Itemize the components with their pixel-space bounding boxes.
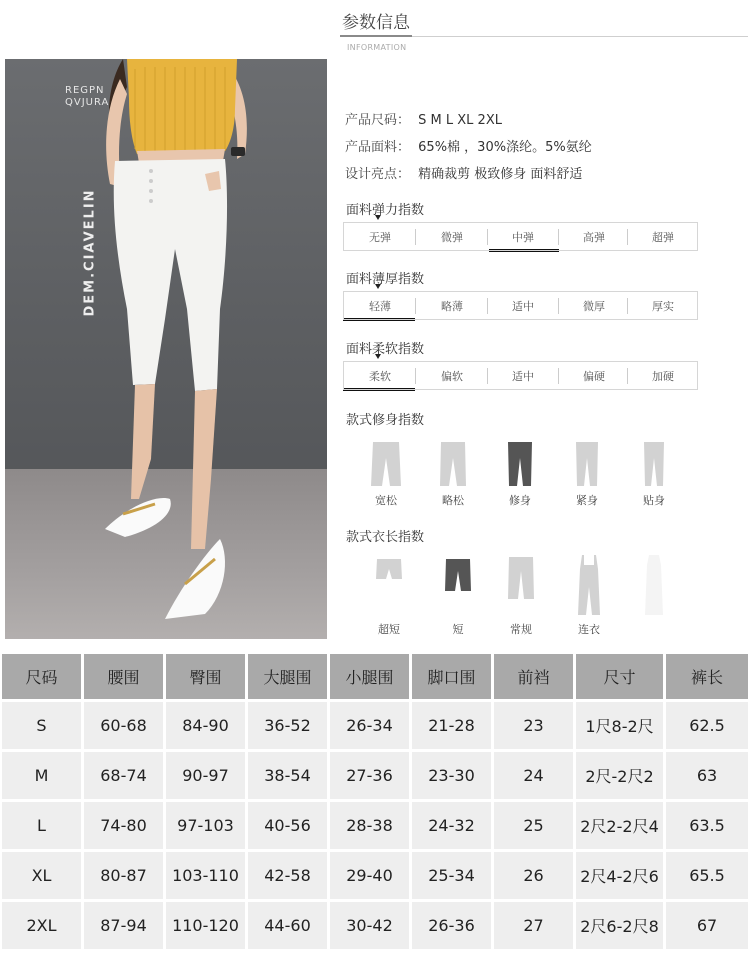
length-label: 常规 — [510, 623, 532, 636]
table-cell: 21-28 — [412, 702, 491, 749]
indicator-arrow — [375, 354, 381, 359]
brand-text-line1: REGPN — [65, 85, 105, 96]
table-cell: 84-90 — [166, 702, 245, 749]
table-cell: 2尺-2尺2 — [576, 752, 663, 799]
table-cell: 23-30 — [412, 752, 491, 799]
table-cell: 44-60 — [248, 902, 327, 949]
spec-design — [345, 163, 582, 182]
fit-options — [356, 440, 716, 515]
length-label: 短 — [452, 623, 464, 636]
column-header: 脚口围 — [412, 654, 491, 699]
scale-option: 厚实 — [652, 300, 674, 313]
table-cell: 36-52 — [248, 702, 327, 749]
length-title: 款式衣长指数 — [346, 530, 425, 545]
table-cell: 28-38 — [330, 802, 409, 849]
table-cell: 63.5 — [666, 802, 748, 849]
fit-option-skin-tight — [624, 440, 684, 508]
pants-tight-icon — [570, 440, 604, 488]
model-illustration — [5, 59, 327, 639]
column-header: 腰围 — [84, 654, 163, 699]
thickness-scale — [343, 291, 699, 321]
spec-label: 设计亮点： — [345, 167, 411, 182]
indicator-arrow — [375, 215, 381, 220]
table-cell: 27 — [494, 902, 573, 949]
title-accent — [340, 35, 412, 37]
brand-vertical-text: DEM.CIAVELIN — [82, 188, 98, 317]
table-cell: 68-74 — [84, 752, 163, 799]
size-table — [0, 649, 750, 963]
scale-option: 适中 — [512, 300, 534, 313]
table-cell: 29-40 — [330, 852, 409, 899]
spec-value: 精确裁剪 极致修身 面料舒适 — [418, 167, 583, 182]
pants-slightly-loose-icon — [436, 440, 470, 488]
scale-option-selected: 中弹 — [512, 231, 534, 244]
table-cell: 2尺6-2尺8 — [576, 902, 663, 949]
table-cell: XL — [2, 852, 81, 899]
table-cell: 2XL — [2, 902, 81, 949]
table-cell: L — [2, 802, 81, 849]
spec-sizes — [345, 109, 502, 128]
pants-slim-icon — [503, 440, 537, 488]
table-cell: 23 — [494, 702, 573, 749]
column-header: 臀围 — [166, 654, 245, 699]
fit-option-tight — [557, 440, 617, 508]
faded-garment-icon — [637, 555, 671, 617]
table-cell: 42-58 — [248, 852, 327, 899]
fit-label: 略松 — [442, 494, 464, 507]
table-cell: 97-103 — [166, 802, 245, 849]
elasticity-scale — [343, 222, 699, 252]
table-cell: 63 — [666, 752, 748, 799]
length-option-extra-short — [359, 555, 419, 637]
table-cell: 103-110 — [166, 852, 245, 899]
table-cell: 80-87 — [84, 852, 163, 899]
table-cell: 60-68 — [84, 702, 163, 749]
spec-label: 产品面料： — [345, 140, 411, 155]
table-cell: 38-54 — [248, 752, 327, 799]
table-cell: 26-36 — [412, 902, 491, 949]
column-header: 前裆 — [494, 654, 573, 699]
scale-option: 加硬 — [652, 370, 674, 383]
length-option-faded — [624, 555, 684, 621]
scale-option-selected: 轻薄 — [369, 300, 391, 313]
scale-option: 略薄 — [441, 300, 463, 313]
pants-loose-icon — [369, 440, 403, 488]
table-cell: 87-94 — [84, 902, 163, 949]
table-cell: S — [2, 702, 81, 749]
table-cell: 110-120 — [166, 902, 245, 949]
thickness-title: 面料薄厚指数 — [346, 272, 425, 287]
fit-label: 修身 — [509, 494, 531, 507]
spec-value: 65%棉 ，30%涤纶。5%氨纶 — [418, 140, 592, 155]
length-option-regular — [491, 555, 551, 637]
softness-scale — [343, 361, 699, 391]
column-header: 尺码 — [2, 654, 81, 699]
length-option-jumpsuit — [559, 555, 619, 637]
indicator-arrow — [375, 284, 381, 289]
table-cell: 62.5 — [666, 702, 748, 749]
pants-skin-tight-icon — [637, 440, 671, 488]
length-options — [356, 555, 716, 640]
scale-option: 超弹 — [652, 231, 674, 244]
brand-text-line2: QVJURA — [65, 97, 110, 108]
table-cell: 24 — [494, 752, 573, 799]
product-photo — [5, 59, 327, 639]
table-cell: 65.5 — [666, 852, 748, 899]
column-header: 尺寸 — [576, 654, 663, 699]
fit-label: 宽松 — [375, 494, 397, 507]
fit-label: 紧身 — [576, 494, 598, 507]
spec-label: 产品尺码： — [345, 113, 411, 128]
fit-option-slightly-loose — [423, 440, 483, 508]
table-cell: 27-36 — [330, 752, 409, 799]
jumpsuit-icon — [572, 555, 606, 617]
column-header: 小腿围 — [330, 654, 409, 699]
table-cell: 40-56 — [248, 802, 327, 849]
table-cell: 25-34 — [412, 852, 491, 899]
fit-option-loose — [356, 440, 416, 508]
fit-option-slim — [490, 440, 550, 508]
scale-option: 高弹 — [583, 231, 605, 244]
softness-title: 面料柔软指数 — [346, 342, 425, 357]
table-cell: 2尺2-2尺4 — [576, 802, 663, 849]
length-label: 连衣 — [578, 623, 600, 636]
elasticity-title: 面料弹力指数 — [346, 203, 425, 218]
table-cell: 67 — [666, 902, 748, 949]
scale-option-selected: 柔软 — [369, 370, 391, 383]
scale-option: 偏硬 — [583, 370, 605, 383]
table-cell: 90-97 — [166, 752, 245, 799]
length-label: 超短 — [378, 623, 400, 636]
scale-option: 微厚 — [583, 300, 605, 313]
spec-fabric — [345, 136, 592, 155]
table-cell: 1尺8-2尺 — [576, 702, 663, 749]
column-header: 裤长 — [666, 654, 748, 699]
scale-option: 微弹 — [441, 231, 463, 244]
shorts-icon — [372, 555, 406, 617]
section-subtitle: INFORMATION — [347, 43, 407, 52]
table-cell: 2尺4-2尺6 — [576, 852, 663, 899]
spec-value: S M L XL 2XL — [418, 113, 502, 128]
full-pants-icon — [504, 555, 538, 617]
cropped-pants-icon — [441, 555, 475, 617]
scale-option: 无弹 — [369, 231, 391, 244]
column-header: 大腿围 — [248, 654, 327, 699]
table-cell: M — [2, 752, 81, 799]
table-cell: 25 — [494, 802, 573, 849]
scale-option: 适中 — [512, 370, 534, 383]
section-title: 参数信息 — [342, 13, 410, 33]
fit-title: 款式修身指数 — [346, 413, 425, 428]
scale-option: 偏软 — [441, 370, 463, 383]
table-cell: 24-32 — [412, 802, 491, 849]
length-option-short — [428, 555, 488, 637]
table-cell: 26 — [494, 852, 573, 899]
fit-label: 贴身 — [643, 494, 665, 507]
table-cell: 30-42 — [330, 902, 409, 949]
table-cell: 74-80 — [84, 802, 163, 849]
table-cell: 26-34 — [330, 702, 409, 749]
